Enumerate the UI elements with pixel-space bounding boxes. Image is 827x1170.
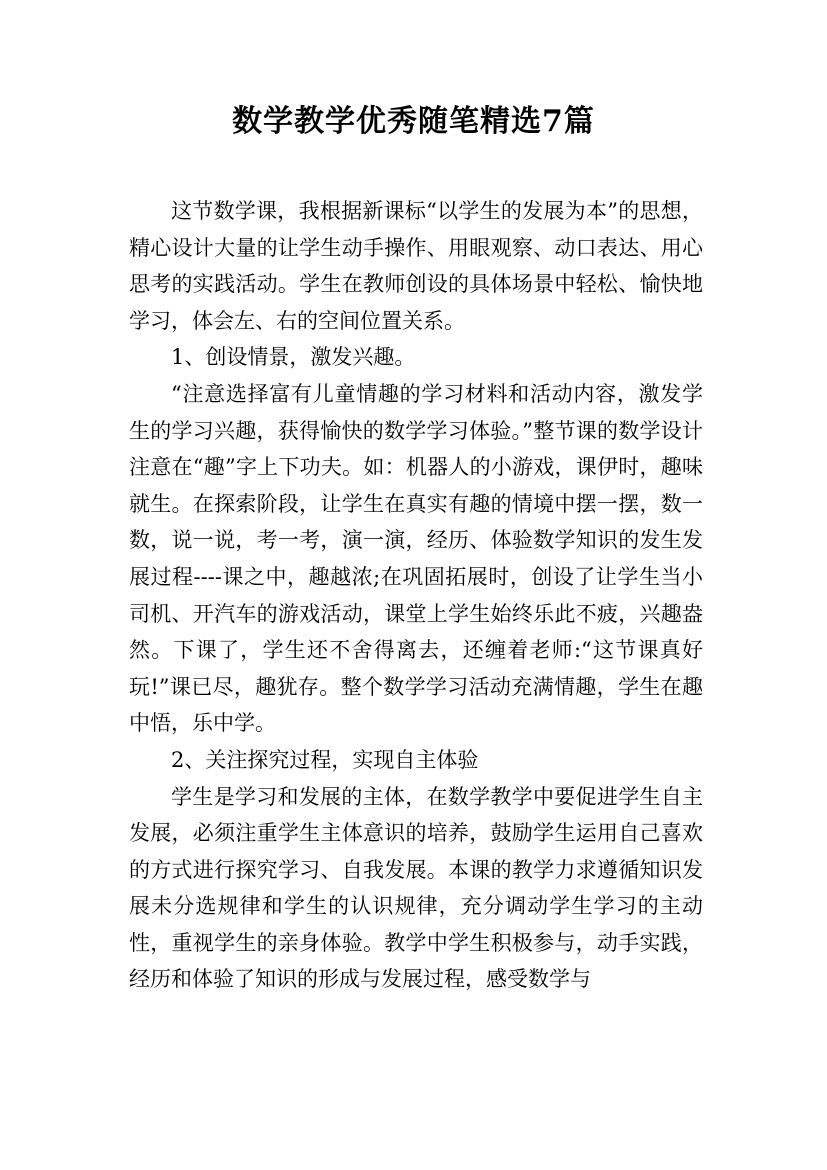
paragraph-intro: 这节数学课，我根据新课标“以学生的发展为本”的思想，精心设计大量的让学生动手操作、用眼观察、动口表达、用心思考的实践活动。学生在教师创设的具体场景中轻松、愉快地学习，体会左、右的空间位置关系。 (129, 199, 703, 333)
section-heading-2: 2、关注探究过程，实现自主体验 (171, 747, 479, 772)
section-heading-1: 1、创设情景，激发兴趣。 (171, 345, 416, 370)
paragraph-exploration: 学生是学习和发展的主体，在数学教学中要促进学生自主发展，必须注重学生主体意识的培养，鼓励学生运用自己喜欢的方式进行探究学习、自我发展。本课的教学力求遵循知识发展未分选规律和学生的认识规律，充分调动学生学习的主动性，重视学生的亲身体验。教学中学生积极参与，动手实践，经历和体验了知识的形成与发展过程，感受数学与 (129, 784, 703, 992)
document-body (129, 193, 703, 998)
document-title: 数学教学优秀随笔精选7篇 (232, 104, 595, 139)
paragraph-interest: “注意选择富有儿童情趣的学习材料和活动内容，激发学生的学习兴趣，获得愉快的数学学习体验。”整节课的数学设计注意在“趣”字上下功夫。如：机器人的小游戏，课伊时，趣味就生。在探索阶段，让学生在真实有趣的情境中摆一摆，数一数，说一说，考一考，演一演，经历、体验数学知识的发生发展过程----课之中，趣越浓;在巩固拓展时，创设了让学生当小司机、开汽车的游戏活动，课堂上学生始终乐此不疲，兴趣盎然。下课了，学生还不舍得离去，还缠着老师:“这节课真好玩!”课已尽，趣犹存。整个数学学习活动充满情趣，学生在趣中悟，乐中学。 (129, 381, 703, 736)
